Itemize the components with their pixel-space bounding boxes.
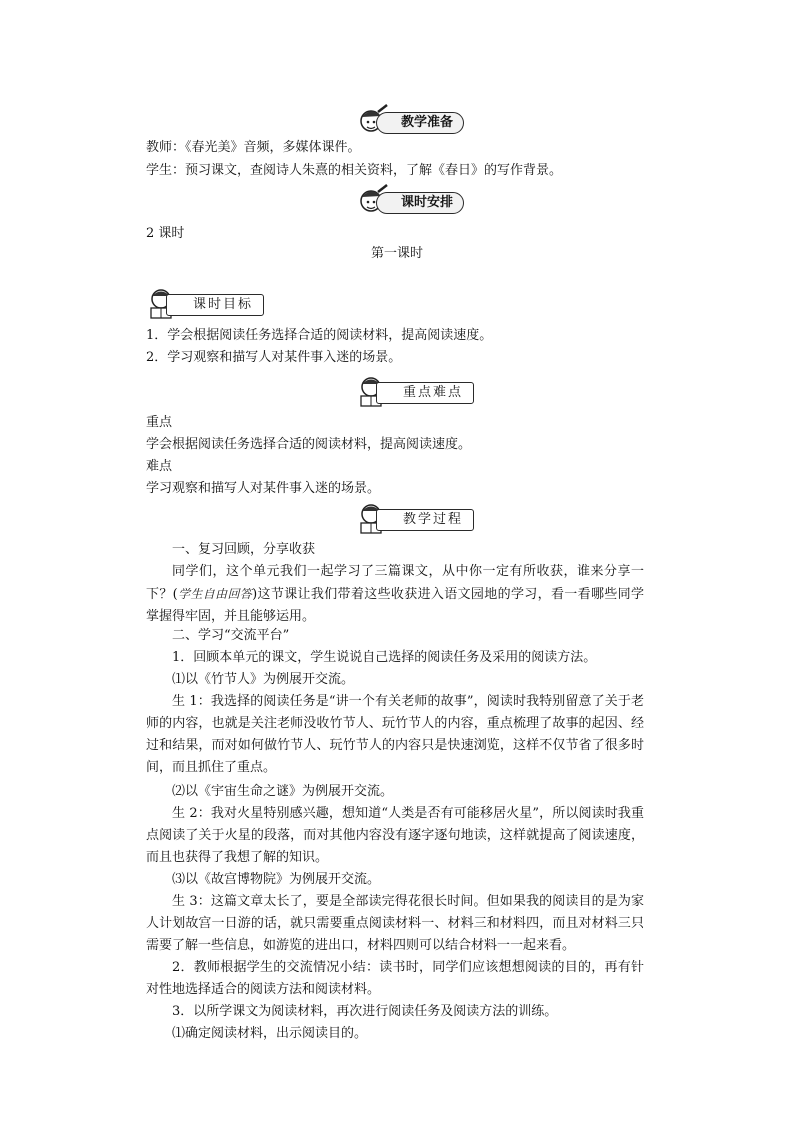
section-title: 课时安排: [376, 192, 464, 214]
heading-review: 一、复习回顾，分享收获: [172, 542, 316, 557]
step-3a: ⑴确定阅读材料，出示阅读目的。: [172, 1026, 368, 1041]
goal-1: 1．学会根据阅读任务选择合适的阅读材料，提高阅读速度。: [146, 328, 493, 343]
step-2: 2．教师根据学生的交流情况小结：读书时，同学们应该想想阅读的目的，再有针对性地选择适合的阅读方法和阅读材料。: [146, 960, 644, 997]
step-1c: ⑶以《故宫博物院》为例展开交流。: [172, 872, 381, 887]
prep-student: 学生：预习课文，查阅诗人朱熹的相关资料，了解《春日》的写作背景。: [146, 163, 563, 178]
step-1b: ⑵以《宇宙生命之谜》为例展开交流。: [172, 784, 394, 799]
section-title: 课时目标: [166, 294, 264, 316]
step-3: 3．以所学课文为阅读材料，再次进行阅读任务及阅读方法的训练。: [172, 1004, 558, 1019]
key-text: 学会根据阅读任务选择合适的阅读材料，提高阅读速度。: [146, 437, 472, 452]
step-1: 1．回顾本单元的课文，学生说说自己选择的阅读任务及采用的阅读方法。: [172, 650, 597, 665]
section-title: 教学准备: [376, 112, 464, 134]
difficulty-text: 学习观察和描写人对某件事入迷的场景。: [146, 481, 381, 496]
difficulty-label: 难点: [146, 459, 173, 474]
section-title: 教学过程: [376, 509, 474, 531]
heading-exchange: 二、学习“交流平台”: [172, 628, 290, 643]
prep-teacher: 教师：《春光美》音频，多媒体课件。: [146, 140, 361, 155]
student-3-answer: 生 3：这篇文章太长了，要是全部读完得花很长时间。但如果我的阅读目的是为家人计划故宫一日游的话，就只需要重点阅读材料一、材料三和材料四，而且对材料三只需要了解一些信息，如游览的进出口，材料四则可以结合材料一一起来看。: [146, 894, 644, 953]
key-label: 重点: [146, 415, 173, 430]
goal-2: 2．学习观察和描写人对某件事入迷的场景。: [146, 350, 402, 365]
step-1a: ⑴以《竹节人》为例展开交流。: [172, 672, 355, 687]
stage-direction: 学生自由回答: [177, 587, 253, 601]
paragraph-intro: 同学们，这个单元我们一起学习了三篇课文，从中你一定有所收获，谁来分享一下？(学生自由回答)这节课让我们带着这些收获进入语文园地的学习，看一看哪些同学掌握得牢固，并且能够运用。: [146, 564, 644, 624]
lesson-title: 第一课时: [370, 246, 423, 261]
section-title: 重点难点: [376, 382, 474, 404]
student-2-answer: 生 2：我对火星特别感兴趣，想知道“人类是否有可能移居火星”，所以阅读时我重点阅读了关于火星的段落，而对其他内容没有逐字逐句地读，这样就提高了阅读速度，而且也获得了我想了解的知识。: [146, 806, 644, 865]
student-1-answer: 生 1：我选择的阅读任务是“讲一个有关老师的故事”，阅读时我特别留意了关于老师的内容，也就是关注老师没收竹节人、玩竹节人的内容，重点梳理了故事的起因、经过和结果，而对如何做竹节人、玩竹节人的内容只是快速浏览，这样不仅节省了很多时间，而且抓住了重点。: [146, 694, 644, 775]
schedule-hours: 2 课时: [146, 226, 185, 241]
